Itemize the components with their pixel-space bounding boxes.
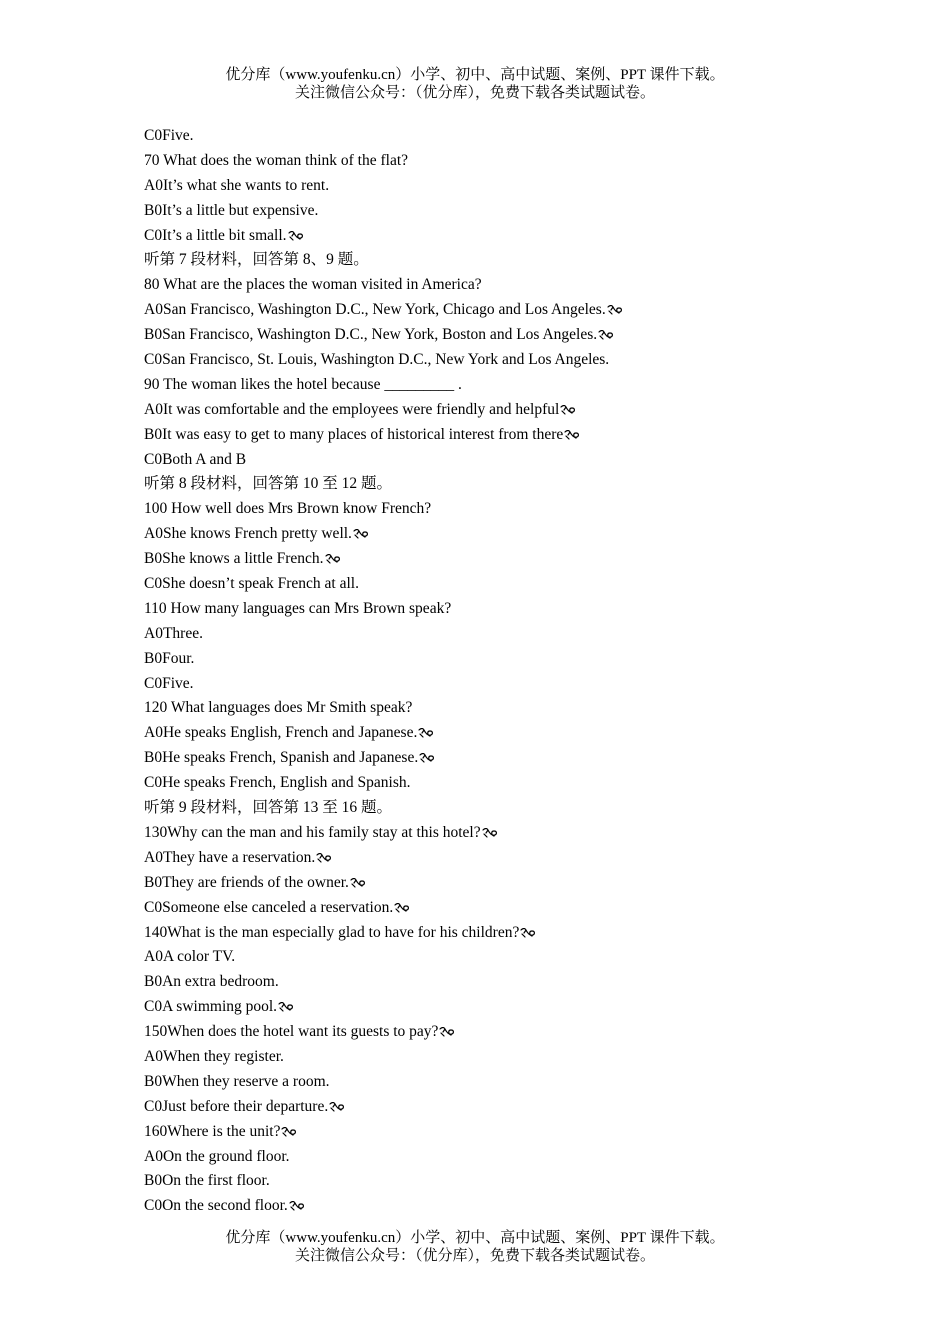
line-text: C0Both A and B [144,450,247,468]
line-text: 听第 7 段材料，回答第 8、9 题。 [144,251,369,269]
text-line [144,921,864,946]
text-line [144,846,864,871]
scribble-mark-icon [288,231,304,241]
line-text: C0Five. [144,127,194,144]
header-line-1: 优分库（www.youfenku.cn）小学、初中、高中试题、案例、PPT 课件下载。 [225,67,725,83]
scribble-mark-icon [607,305,623,315]
text-line [144,771,864,796]
text-line [144,472,864,497]
text-line [144,572,864,597]
line-text: 140What is the man especially glad to have for his children? [144,923,520,941]
text-line [144,597,864,622]
line-text: 150When does the hotel want its guests to pay? [144,1023,439,1041]
line-text: 120 What languages does Mr Smith speak? [144,699,413,717]
text-line [144,174,864,199]
line-text: C0Just before their departure. [144,1097,329,1115]
text-line [144,1045,864,1070]
text-line [144,348,864,373]
scribble-mark-icon [281,1127,297,1137]
scribble-mark-icon [418,728,434,738]
text-line [144,1095,864,1120]
line-text: B0San Francisco, Washington D.C., New York, Boston and Los Angeles. [144,326,598,344]
text-line [144,497,864,522]
scribble-mark-icon [329,1102,345,1112]
line-text: 100 How well does Mrs Brown know French? [144,500,432,518]
text-line [144,448,864,473]
text-line [144,871,864,896]
text-line [144,945,864,970]
text-line [144,1194,864,1219]
text-line [144,248,864,273]
line-text: A0Three. [144,624,203,642]
line-text: A0A color TV. [144,948,236,966]
line-text: 110 How many languages can Mrs Brown speak? [144,599,452,617]
line-text: B0When they reserve a room. [144,1072,330,1090]
scribble-mark-icon [353,529,369,539]
text-line [144,1145,864,1170]
text-line [144,995,864,1020]
line-text: 听第 9 段材料，回答第 13 至 16 题。 [144,799,393,817]
text-line [144,224,864,249]
line-text: 80 What are the places the woman visited in America? [144,276,482,294]
text-line [144,1120,864,1145]
text-line [144,721,864,746]
line-text: C0On the second floor. [144,1197,288,1215]
line-text: A0When they register. [144,1047,284,1065]
scribble-mark-icon [482,828,498,838]
scribble-mark-icon [278,1002,294,1012]
line-text: A0It’s what she wants to rent. [144,176,330,194]
scribble-mark-icon [560,405,576,415]
text-line [144,547,864,572]
line-text: 160Where is the unit? [144,1122,281,1140]
text-line [144,696,864,721]
footer-line-1: 优分库（www.youfenku.cn）小学、初中、高中试题、案例、PPT 课件下载。 [225,1230,725,1246]
line-text: B0On the first floor. [144,1172,270,1190]
text-line [144,647,864,672]
line-text: B0She knows a little French. [144,550,324,568]
line-text: A0San Francisco, Washington D.C., New York, Chicago and Los Angeles. [144,301,606,319]
header-line-2: 关注微信公众号：（优分库），免费下载各类试题试卷。 [294,85,655,101]
line-text: A0They have a reservation. [144,848,316,866]
question-list [144,124,864,1219]
line-text: C0A swimming pool. [144,998,278,1016]
line-text: 130Why can the man and his family stay at this hotel? [144,823,481,841]
scribble-mark-icon [598,330,614,340]
scribble-mark-icon [325,554,341,564]
text-line [144,821,864,846]
text-line [144,398,864,423]
scribble-mark-icon [394,903,410,913]
text-line [144,124,864,149]
text-line [144,746,864,771]
line-text: B0An extra bedroom. [144,973,279,991]
line-text: B0Four. [144,649,195,667]
line-text: C0She doesn’t speak French at all. [144,575,359,593]
line-text: 70 What does the woman think of the flat? [144,151,409,169]
scribble-mark-icon [350,878,366,888]
text-line [144,273,864,298]
text-line [144,970,864,995]
line-text: C0Five. [144,674,194,692]
text-line [144,622,864,647]
line-text: C0San Francisco, St. Louis, Washington D.C., New York and Los Angeles. [144,351,610,369]
line-text: 听第 8 段材料，回答第 10 至 12 题。 [144,475,393,493]
line-text: B0He speaks French, Spanish and Japanese. [144,749,419,767]
line-text: C0Someone else canceled a reservation. [144,898,394,916]
line-text: B0It was easy to get to many places of historical interest from there [144,425,564,443]
text-line [144,672,864,697]
text-line [144,298,864,323]
line-text: B0It’s a little but expensive. [144,201,319,219]
text-line [144,796,864,821]
page-footer [0,1229,950,1265]
line-text: A0It was comfortable and the employees were friendly and helpful [144,400,560,418]
line-text: C0He speaks French, English and Spanish. [144,774,411,792]
text-line [144,149,864,174]
text-line [144,373,864,398]
page-header [0,66,950,102]
scribble-mark-icon [520,928,536,938]
text-line [144,522,864,547]
text-line [144,1020,864,1045]
scribble-mark-icon [439,1027,455,1037]
text-line [144,323,864,348]
line-text: A0He speaks English, French and Japanese. [144,724,418,742]
footer-line-2: 关注微信公众号：（优分库），免费下载各类试题试卷。 [294,1248,655,1264]
scribble-mark-icon [316,853,332,863]
line-text: A0She knows French pretty well. [144,525,352,543]
text-line [144,423,864,448]
line-text: B0They are friends of the owner. [144,873,349,891]
text-line [144,896,864,921]
line-text: A0On the ground floor. [144,1147,290,1165]
text-line [144,199,864,224]
line-text: C0It’s a little bit small. [144,226,287,244]
scribble-mark-icon [289,1201,305,1211]
scribble-mark-icon [564,430,580,440]
text-line [144,1169,864,1194]
line-text: 90 The woman likes the hotel because _________ . [144,375,462,393]
scribble-mark-icon [419,753,435,763]
text-line [144,1070,864,1095]
